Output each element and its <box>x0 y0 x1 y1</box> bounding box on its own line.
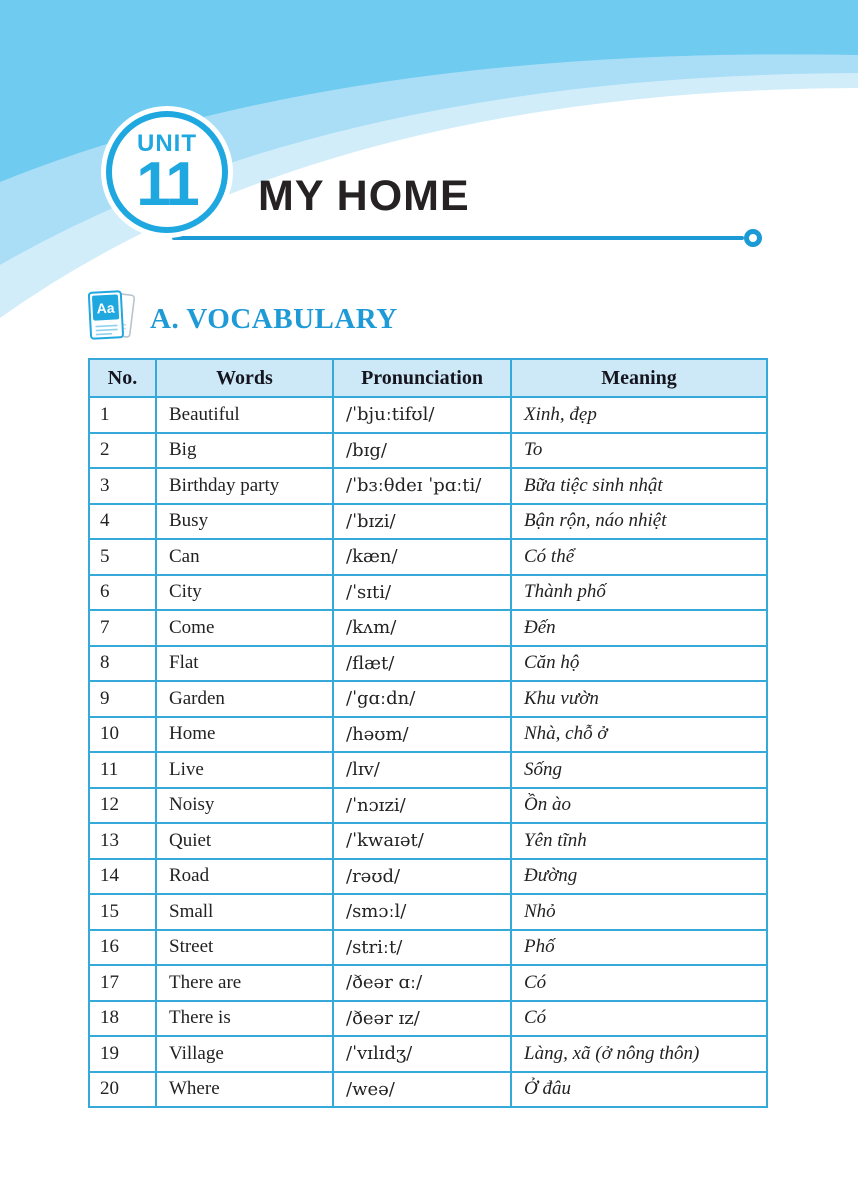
word-cell: Noisy <box>156 788 333 824</box>
word-cell: Street <box>156 930 333 966</box>
pron-cell: /flæt/ <box>333 646 511 682</box>
meaning-cell: Có <box>511 1001 767 1037</box>
table-row <box>89 575 767 611</box>
table-row <box>89 930 767 966</box>
word-cell: There are <box>156 965 333 1001</box>
meaning-cell: Thành phố <box>511 575 767 611</box>
word-cell: Garden <box>156 681 333 717</box>
meaning-cell: Khu vườn <box>511 681 767 717</box>
word-cell: Flat <box>156 646 333 682</box>
vocab-table-body <box>89 397 767 1107</box>
no-cell: 7 <box>89 610 156 646</box>
word-cell: There is <box>156 1001 333 1037</box>
word-cell: Big <box>156 433 333 469</box>
unit-number: 11 <box>136 149 198 219</box>
table-row <box>89 468 767 504</box>
meaning-cell: Nhỏ <box>511 894 767 930</box>
divider-end-ring-icon <box>744 229 762 247</box>
pron-cell: /kæn/ <box>333 539 511 575</box>
meaning-cell: Phố <box>511 930 767 966</box>
table-row <box>89 1072 767 1108</box>
no-cell: 16 <box>89 930 156 966</box>
word-cell: Where <box>156 1072 333 1108</box>
vocabulary-section-header <box>86 286 398 348</box>
pron-cell: /ˈvɪlɪdʒ/ <box>333 1036 511 1072</box>
no-cell: 6 <box>89 575 156 611</box>
meaning-cell: Làng, xã (ở nông thôn) <box>511 1036 767 1072</box>
no-cell: 11 <box>89 752 156 788</box>
unit-label: UNIT <box>137 129 197 157</box>
unit-badge <box>106 111 228 233</box>
table-row <box>89 397 767 433</box>
table-row <box>89 646 767 682</box>
table-row <box>89 433 767 469</box>
meaning-cell: Sống <box>511 752 767 788</box>
pron-cell: /ˈbjuːtifʊl/ <box>333 397 511 433</box>
meaning-cell: Có thể <box>511 539 767 575</box>
pron-cell: /ˈsɪti/ <box>333 575 511 611</box>
table-row <box>89 1036 767 1072</box>
word-cell: Home <box>156 717 333 753</box>
pron-cell: /bɪg/ <box>333 433 511 469</box>
table-row <box>89 965 767 1001</box>
header-no: No. <box>89 359 156 397</box>
word-cell: City <box>156 575 333 611</box>
meaning-cell: Bận rộn, náo nhiệt <box>511 504 767 540</box>
pron-cell: /ˈgɑːdn/ <box>333 681 511 717</box>
header-words: Words <box>156 359 333 397</box>
table-row <box>89 894 767 930</box>
word-cell: Village <box>156 1036 333 1072</box>
pron-cell: /ˈnɔɪzi/ <box>333 788 511 824</box>
no-cell: 1 <box>89 397 156 433</box>
no-cell: 17 <box>89 965 156 1001</box>
page-title: MY HOME <box>258 172 470 220</box>
word-cell: Small <box>156 894 333 930</box>
no-cell: 8 <box>89 646 156 682</box>
no-cell: 15 <box>89 894 156 930</box>
meaning-cell: To <box>511 433 767 469</box>
pron-cell: /striːt/ <box>333 930 511 966</box>
table-row <box>89 539 767 575</box>
table-row <box>89 610 767 646</box>
pron-cell: /həʊm/ <box>333 717 511 753</box>
no-cell: 10 <box>89 717 156 753</box>
word-cell: Can <box>156 539 333 575</box>
pron-cell: /ˈbɜːθdeɪ ˈpɑːti/ <box>333 468 511 504</box>
no-cell: 12 <box>89 788 156 824</box>
icon-aa-text: Aa <box>96 299 115 317</box>
no-cell: 13 <box>89 823 156 859</box>
no-cell: 18 <box>89 1001 156 1037</box>
no-cell: 14 <box>89 859 156 895</box>
meaning-cell: Đường <box>511 859 767 895</box>
word-cell: Road <box>156 859 333 895</box>
meaning-cell: Ồn ào <box>511 788 767 824</box>
meaning-cell: Yên tĩnh <box>511 823 767 859</box>
word-cell: Birthday party <box>156 468 333 504</box>
pron-cell: /rəʊd/ <box>333 859 511 895</box>
vocabulary-table <box>88 358 768 1108</box>
pron-cell: /ðeər ɑː/ <box>333 965 511 1001</box>
table-row <box>89 504 767 540</box>
pron-cell: /ðeər ɪz/ <box>333 1001 511 1037</box>
header-pronunciation: Pronunciation <box>333 359 511 397</box>
no-cell: 3 <box>89 468 156 504</box>
meaning-cell: Có <box>511 965 767 1001</box>
table-row <box>89 681 767 717</box>
title-divider-line <box>172 236 744 240</box>
word-cell: Live <box>156 752 333 788</box>
word-cell: Come <box>156 610 333 646</box>
no-cell: 4 <box>89 504 156 540</box>
pron-cell: /ˈbɪzi/ <box>333 504 511 540</box>
table-header-row <box>89 359 767 397</box>
table-row <box>89 788 767 824</box>
word-cell: Quiet <box>156 823 333 859</box>
pron-cell: /kʌm/ <box>333 610 511 646</box>
word-cell: Beautiful <box>156 397 333 433</box>
table-row <box>89 752 767 788</box>
meaning-cell: Nhà, chỗ ở <box>511 717 767 753</box>
no-cell: 19 <box>89 1036 156 1072</box>
table-row <box>89 823 767 859</box>
table-row <box>89 1001 767 1037</box>
section-title: A. VOCABULARY <box>150 302 398 335</box>
pron-cell: /lɪv/ <box>333 752 511 788</box>
no-cell: 20 <box>89 1072 156 1108</box>
meaning-cell: Căn hộ <box>511 646 767 682</box>
no-cell: 5 <box>89 539 156 575</box>
word-cell: Busy <box>156 504 333 540</box>
pron-cell: /weə/ <box>333 1072 511 1108</box>
table-row <box>89 717 767 753</box>
meaning-cell: Đến <box>511 610 767 646</box>
no-cell: 9 <box>89 681 156 717</box>
no-cell: 2 <box>89 433 156 469</box>
table-row <box>89 859 767 895</box>
flashcards-aa-icon <box>86 286 138 348</box>
meaning-cell: Xinh, đẹp <box>511 397 767 433</box>
meaning-cell: Ở đâu <box>511 1072 767 1108</box>
meaning-cell: Bữa tiệc sinh nhật <box>511 468 767 504</box>
pron-cell: /smɔːl/ <box>333 894 511 930</box>
header-meaning: Meaning <box>511 359 767 397</box>
pron-cell: /ˈkwaɪət/ <box>333 823 511 859</box>
